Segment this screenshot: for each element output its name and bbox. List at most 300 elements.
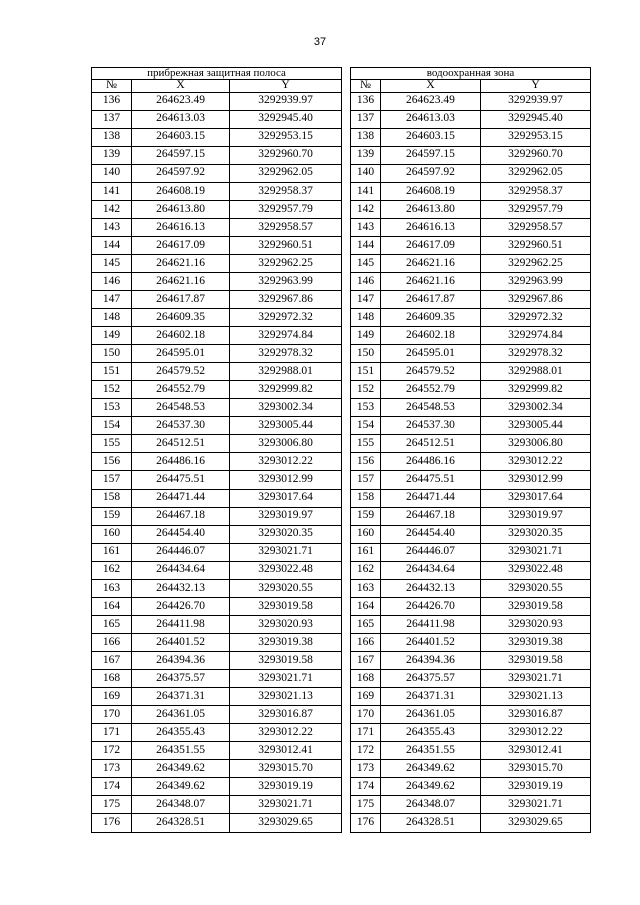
y-coordinate-cell: 3292962.25 <box>480 254 590 272</box>
x-coordinate-cell: 264608.19 <box>132 182 230 200</box>
y-coordinate-cell: 3292957.79 <box>230 200 342 218</box>
table-row <box>350 272 590 290</box>
table-row <box>350 561 590 579</box>
point-number-cell: 139 <box>92 146 132 164</box>
point-number-cell: 142 <box>350 200 380 218</box>
point-number-cell: 174 <box>350 778 380 796</box>
table-row <box>350 435 590 453</box>
x-coordinate-cell: 264617.09 <box>380 236 480 254</box>
x-coordinate-cell: 264371.31 <box>132 688 230 706</box>
point-number-cell: 175 <box>350 796 380 814</box>
table-row <box>92 525 342 543</box>
table-row <box>350 417 590 435</box>
point-number-cell: 172 <box>92 742 132 760</box>
table-row <box>92 706 342 724</box>
point-number-cell: 148 <box>92 309 132 327</box>
y-coordinate-cell: 3293029.65 <box>230 814 342 833</box>
table-row <box>350 706 590 724</box>
x-coordinate-cell: 264512.51 <box>132 435 230 453</box>
x-coordinate-cell: 264351.55 <box>132 742 230 760</box>
point-number-cell: 163 <box>350 579 380 597</box>
x-coordinate-cell: 264394.36 <box>132 651 230 669</box>
x-coordinate-cell: 264432.13 <box>380 579 480 597</box>
table-row <box>350 309 590 327</box>
table-row <box>350 670 590 688</box>
table-row <box>350 579 590 597</box>
point-number-cell: 161 <box>350 543 380 561</box>
y-coordinate-cell: 3293016.87 <box>230 706 342 724</box>
y-coordinate-cell: 3293021.13 <box>230 688 342 706</box>
y-coordinate-cell: 3293022.48 <box>480 561 590 579</box>
table-row <box>92 399 342 417</box>
x-coordinate-cell: 264579.52 <box>132 363 230 381</box>
point-number-cell: 156 <box>350 453 380 471</box>
point-number-cell: 173 <box>92 760 132 778</box>
table-row <box>350 778 590 796</box>
table-row <box>350 453 590 471</box>
point-number-cell: 166 <box>92 633 132 651</box>
y-coordinate-cell: 3293015.70 <box>480 760 590 778</box>
table-row <box>92 489 342 507</box>
y-coordinate-cell: 3292939.97 <box>230 92 342 110</box>
y-coordinate-cell: 3293019.58 <box>480 651 590 669</box>
x-coordinate-cell: 264375.57 <box>380 670 480 688</box>
point-number-cell: 155 <box>350 435 380 453</box>
y-coordinate-cell: 3292960.70 <box>230 146 342 164</box>
x-coordinate-cell: 264597.15 <box>132 146 230 164</box>
point-number-cell: 174 <box>92 778 132 796</box>
x-column-header: X <box>380 80 480 93</box>
point-number-cell: 140 <box>350 164 380 182</box>
coastal-protection-strip-rows <box>92 92 342 833</box>
y-coordinate-cell: 3292972.32 <box>480 309 590 327</box>
point-number-cell: 153 <box>92 399 132 417</box>
point-number-cell: 175 <box>92 796 132 814</box>
x-coordinate-cell: 264467.18 <box>380 507 480 525</box>
table-row <box>350 128 590 146</box>
x-coordinate-cell: 264602.18 <box>132 327 230 345</box>
point-number-cell: 146 <box>92 272 132 290</box>
y-coordinate-cell: 3293029.65 <box>480 814 590 833</box>
point-number-cell: 154 <box>350 417 380 435</box>
x-coordinate-cell: 264602.18 <box>380 327 480 345</box>
table-row <box>350 543 590 561</box>
table-row <box>350 688 590 706</box>
point-number-cell: 170 <box>350 706 380 724</box>
point-number-cell: 149 <box>350 327 380 345</box>
y-coordinate-cell: 3292978.32 <box>230 345 342 363</box>
y-coordinate-cell: 3292974.84 <box>230 327 342 345</box>
y-coordinate-cell: 3292958.37 <box>480 182 590 200</box>
y-coordinate-cell: 3292960.51 <box>480 236 590 254</box>
x-coordinate-cell: 264348.07 <box>132 796 230 814</box>
point-number-cell: 151 <box>92 363 132 381</box>
table-row <box>92 796 342 814</box>
x-coordinate-cell: 264617.09 <box>132 236 230 254</box>
y-coordinate-cell: 3293021.71 <box>480 543 590 561</box>
table-row <box>350 399 590 417</box>
y-coordinate-cell: 3293012.41 <box>230 742 342 760</box>
x-coordinate-cell: 264401.52 <box>380 633 480 651</box>
x-coordinate-cell: 264454.40 <box>380 525 480 543</box>
table-row <box>92 200 342 218</box>
x-coordinate-cell: 264434.64 <box>132 561 230 579</box>
x-coordinate-cell: 264446.07 <box>380 543 480 561</box>
coastal-protection-strip-title: прибрежная защитная полоса <box>92 68 342 80</box>
y-coordinate-cell: 3292963.99 <box>480 272 590 290</box>
page-number: 37 <box>313 36 327 48</box>
table-row <box>350 507 590 525</box>
table-row <box>92 651 342 669</box>
x-coordinate-cell: 264475.51 <box>132 471 230 489</box>
table-row <box>92 182 342 200</box>
y-coordinate-cell: 3293021.71 <box>480 670 590 688</box>
x-coordinate-cell: 264621.16 <box>380 254 480 272</box>
x-coordinate-cell: 264467.18 <box>132 507 230 525</box>
y-coordinate-cell: 3292945.40 <box>480 110 590 128</box>
table-row <box>92 507 342 525</box>
x-coordinate-cell: 264471.44 <box>132 489 230 507</box>
table-row <box>92 309 342 327</box>
y-coordinate-cell: 3293019.38 <box>480 633 590 651</box>
x-coordinate-cell: 264608.19 <box>380 182 480 200</box>
point-number-cell: 166 <box>350 633 380 651</box>
x-coordinate-cell: 264486.16 <box>380 453 480 471</box>
table-row <box>350 164 590 182</box>
table-row <box>92 363 342 381</box>
y-coordinate-cell: 3293019.19 <box>480 778 590 796</box>
y-coordinate-cell: 3293019.97 <box>230 507 342 525</box>
point-number-cell: 154 <box>92 417 132 435</box>
point-number-cell: 139 <box>350 146 380 164</box>
table-row <box>350 236 590 254</box>
water-protection-zone-table <box>350 67 591 833</box>
point-number-cell: 138 <box>92 128 132 146</box>
x-coordinate-cell: 264597.92 <box>380 164 480 182</box>
point-number-cell: 145 <box>350 254 380 272</box>
point-number-cell: 142 <box>92 200 132 218</box>
x-coordinate-cell: 264621.16 <box>380 272 480 290</box>
x-coordinate-cell: 264595.01 <box>380 345 480 363</box>
table-row <box>92 146 342 164</box>
point-number-cell: 157 <box>92 471 132 489</box>
y-coordinate-cell: 3292967.86 <box>480 291 590 309</box>
x-coordinate-cell: 264454.40 <box>132 525 230 543</box>
x-coordinate-cell: 264613.80 <box>380 200 480 218</box>
x-coordinate-cell: 264328.51 <box>380 814 480 833</box>
point-number-cell: 171 <box>350 724 380 742</box>
table-row <box>350 345 590 363</box>
point-number-cell: 167 <box>92 651 132 669</box>
x-coordinate-cell: 264579.52 <box>380 363 480 381</box>
y-coordinate-cell: 3293017.64 <box>230 489 342 507</box>
y-coordinate-cell: 3293021.71 <box>230 796 342 814</box>
table-row <box>350 254 590 272</box>
x-coordinate-cell: 264623.49 <box>380 92 480 110</box>
point-number-cell: 168 <box>350 670 380 688</box>
point-number-cell: 160 <box>350 525 380 543</box>
y-coordinate-cell: 3292962.05 <box>480 164 590 182</box>
x-coordinate-cell: 264548.53 <box>132 399 230 417</box>
x-coordinate-cell: 264348.07 <box>380 796 480 814</box>
y-coordinate-cell: 3293019.38 <box>230 633 342 651</box>
y-column-header: Y <box>480 80 590 93</box>
point-number-cell: 173 <box>350 760 380 778</box>
x-coordinate-cell: 264537.30 <box>132 417 230 435</box>
table-row <box>92 597 342 615</box>
table-row <box>92 164 342 182</box>
y-coordinate-cell: 3292962.05 <box>230 164 342 182</box>
point-number-cell: 164 <box>92 597 132 615</box>
point-number-cell: 152 <box>350 381 380 399</box>
table-row <box>350 327 590 345</box>
y-coordinate-cell: 3293021.13 <box>480 688 590 706</box>
coordinate-tables <box>91 67 591 833</box>
y-coordinate-cell: 3293006.80 <box>480 435 590 453</box>
table-row <box>350 651 590 669</box>
point-number-cell: 172 <box>350 742 380 760</box>
y-coordinate-cell: 3293021.71 <box>230 543 342 561</box>
table-row <box>350 633 590 651</box>
table-row <box>92 236 342 254</box>
y-coordinate-cell: 3293006.80 <box>230 435 342 453</box>
water-protection-zone-title: водоохранная зона <box>350 68 590 80</box>
x-coordinate-cell: 264537.30 <box>380 417 480 435</box>
point-number-cell: 150 <box>350 345 380 363</box>
y-coordinate-cell: 3293021.71 <box>480 796 590 814</box>
table-row <box>92 688 342 706</box>
y-coordinate-cell: 3293020.93 <box>230 615 342 633</box>
x-coordinate-cell: 264349.62 <box>132 760 230 778</box>
table-row <box>92 92 342 110</box>
x-coordinate-cell: 264613.03 <box>380 110 480 128</box>
x-coordinate-cell: 264512.51 <box>380 435 480 453</box>
y-coordinate-cell: 3292958.57 <box>230 218 342 236</box>
point-number-cell: 136 <box>92 92 132 110</box>
table-row <box>350 110 590 128</box>
y-column-header: Y <box>230 80 342 93</box>
x-coordinate-cell: 264328.51 <box>132 814 230 833</box>
point-number-cell: 141 <box>350 182 380 200</box>
table-row <box>92 633 342 651</box>
y-coordinate-cell: 3293015.70 <box>230 760 342 778</box>
point-number-cell: 165 <box>350 615 380 633</box>
table-row <box>92 561 342 579</box>
table-row <box>92 327 342 345</box>
x-coordinate-cell: 264548.53 <box>380 399 480 417</box>
point-number-cell: 140 <box>92 164 132 182</box>
x-coordinate-cell: 264355.43 <box>132 724 230 742</box>
x-coordinate-cell: 264597.92 <box>132 164 230 182</box>
x-coordinate-cell: 264597.15 <box>380 146 480 164</box>
table-row <box>350 218 590 236</box>
y-coordinate-cell: 3292967.86 <box>230 291 342 309</box>
point-number-cell: 162 <box>92 561 132 579</box>
table-row <box>350 291 590 309</box>
x-coordinate-cell: 264603.15 <box>380 128 480 146</box>
point-number-cell: 141 <box>92 182 132 200</box>
x-coordinate-cell: 264613.03 <box>132 110 230 128</box>
point-number-cell: 169 <box>92 688 132 706</box>
table-row <box>92 760 342 778</box>
point-number-cell: 147 <box>350 291 380 309</box>
y-coordinate-cell: 3293019.58 <box>230 597 342 615</box>
x-coordinate-cell: 264411.98 <box>132 615 230 633</box>
x-coordinate-cell: 264446.07 <box>132 543 230 561</box>
y-coordinate-cell: 3293002.34 <box>480 399 590 417</box>
y-coordinate-cell: 3292988.01 <box>480 363 590 381</box>
table-row <box>92 453 342 471</box>
y-coordinate-cell: 3293021.71 <box>230 670 342 688</box>
x-coordinate-cell: 264401.52 <box>132 633 230 651</box>
y-coordinate-cell: 3292958.37 <box>230 182 342 200</box>
point-number-cell: 136 <box>350 92 380 110</box>
table-row <box>350 200 590 218</box>
point-number-cell: 145 <box>92 254 132 272</box>
table-row <box>92 471 342 489</box>
y-coordinate-cell: 3293002.34 <box>230 399 342 417</box>
table-row <box>92 291 342 309</box>
point-number-cell: 167 <box>350 651 380 669</box>
x-coordinate-cell: 264486.16 <box>132 453 230 471</box>
y-coordinate-cell: 3292939.97 <box>480 92 590 110</box>
point-number-cell: 138 <box>350 128 380 146</box>
x-coordinate-cell: 264621.16 <box>132 254 230 272</box>
table-row <box>92 670 342 688</box>
table-row <box>92 435 342 453</box>
table-row <box>92 254 342 272</box>
y-coordinate-cell: 3293020.55 <box>480 579 590 597</box>
y-coordinate-cell: 3293005.44 <box>480 417 590 435</box>
point-number-cell: 157 <box>350 471 380 489</box>
x-coordinate-cell: 264552.79 <box>132 381 230 399</box>
point-number-cell: 152 <box>92 381 132 399</box>
point-number-cell: 159 <box>350 507 380 525</box>
y-coordinate-cell: 3292978.32 <box>480 345 590 363</box>
table-row <box>92 417 342 435</box>
y-coordinate-cell: 3293016.87 <box>480 706 590 724</box>
table-row <box>350 525 590 543</box>
point-number-cell: 164 <box>350 597 380 615</box>
x-coordinate-cell: 264616.13 <box>380 218 480 236</box>
point-number-cell: 148 <box>350 309 380 327</box>
point-number-cell: 146 <box>350 272 380 290</box>
table-row <box>92 724 342 742</box>
x-coordinate-cell: 264475.51 <box>380 471 480 489</box>
point-number-cell: 143 <box>92 218 132 236</box>
x-coordinate-cell: 264621.16 <box>132 272 230 290</box>
y-coordinate-cell: 3292945.40 <box>230 110 342 128</box>
x-coordinate-cell: 264375.57 <box>132 670 230 688</box>
y-coordinate-cell: 3292953.15 <box>480 128 590 146</box>
table-row <box>92 543 342 561</box>
table-row <box>92 272 342 290</box>
table-row <box>92 110 342 128</box>
x-coordinate-cell: 264349.62 <box>132 778 230 796</box>
number-column-header: № <box>92 80 132 93</box>
table-row <box>350 814 590 833</box>
x-coordinate-cell: 264603.15 <box>132 128 230 146</box>
x-coordinate-cell: 264349.62 <box>380 760 480 778</box>
point-number-cell: 143 <box>350 218 380 236</box>
point-number-cell: 159 <box>92 507 132 525</box>
y-coordinate-cell: 3293019.19 <box>230 778 342 796</box>
x-coordinate-cell: 264609.35 <box>380 309 480 327</box>
y-coordinate-cell: 3293012.99 <box>230 471 342 489</box>
y-coordinate-cell: 3293019.58 <box>230 651 342 669</box>
point-number-cell: 150 <box>92 345 132 363</box>
point-number-cell: 161 <box>92 543 132 561</box>
y-coordinate-cell: 3292974.84 <box>480 327 590 345</box>
x-coordinate-cell: 264609.35 <box>132 309 230 327</box>
x-coordinate-cell: 264613.80 <box>132 200 230 218</box>
y-coordinate-cell: 3292963.99 <box>230 272 342 290</box>
x-coordinate-cell: 264411.98 <box>380 615 480 633</box>
water-protection-zone-rows <box>350 92 590 833</box>
table-row <box>92 345 342 363</box>
y-coordinate-cell: 3293012.22 <box>480 453 590 471</box>
x-coordinate-cell: 264371.31 <box>380 688 480 706</box>
table-row <box>350 760 590 778</box>
x-coordinate-cell: 264595.01 <box>132 345 230 363</box>
point-number-cell: 137 <box>92 110 132 128</box>
table-row <box>350 615 590 633</box>
table-row <box>92 615 342 633</box>
table-row <box>92 128 342 146</box>
point-number-cell: 149 <box>92 327 132 345</box>
table-row <box>350 489 590 507</box>
point-number-cell: 160 <box>92 525 132 543</box>
y-coordinate-cell: 3293019.58 <box>480 597 590 615</box>
point-number-cell: 165 <box>92 615 132 633</box>
point-number-cell: 147 <box>92 291 132 309</box>
table-row <box>350 742 590 760</box>
y-coordinate-cell: 3292972.32 <box>230 309 342 327</box>
table-row <box>350 146 590 164</box>
point-number-cell: 144 <box>350 236 380 254</box>
table-row <box>350 597 590 615</box>
table-row <box>350 363 590 381</box>
x-coordinate-cell: 264434.64 <box>380 561 480 579</box>
table-row <box>92 814 342 833</box>
number-column-header: № <box>350 80 380 93</box>
table-row <box>92 778 342 796</box>
y-coordinate-cell: 3293012.22 <box>230 724 342 742</box>
x-coordinate-cell: 264351.55 <box>380 742 480 760</box>
x-coordinate-cell: 264616.13 <box>132 218 230 236</box>
point-number-cell: 169 <box>350 688 380 706</box>
x-coordinate-cell: 264394.36 <box>380 651 480 669</box>
y-coordinate-cell: 3292953.15 <box>230 128 342 146</box>
point-number-cell: 155 <box>92 435 132 453</box>
point-number-cell: 168 <box>92 670 132 688</box>
point-number-cell: 171 <box>92 724 132 742</box>
point-number-cell: 176 <box>350 814 380 833</box>
point-number-cell: 163 <box>92 579 132 597</box>
y-coordinate-cell: 3292988.01 <box>230 363 342 381</box>
x-coordinate-cell: 264471.44 <box>380 489 480 507</box>
point-number-cell: 144 <box>92 236 132 254</box>
y-coordinate-cell: 3292960.51 <box>230 236 342 254</box>
x-coordinate-cell: 264426.70 <box>380 597 480 615</box>
x-coordinate-cell: 264617.87 <box>380 291 480 309</box>
y-coordinate-cell: 3293012.99 <box>480 471 590 489</box>
table-row <box>92 579 342 597</box>
point-number-cell: 158 <box>350 489 380 507</box>
point-number-cell: 162 <box>350 561 380 579</box>
table-row <box>350 381 590 399</box>
table-row <box>350 796 590 814</box>
